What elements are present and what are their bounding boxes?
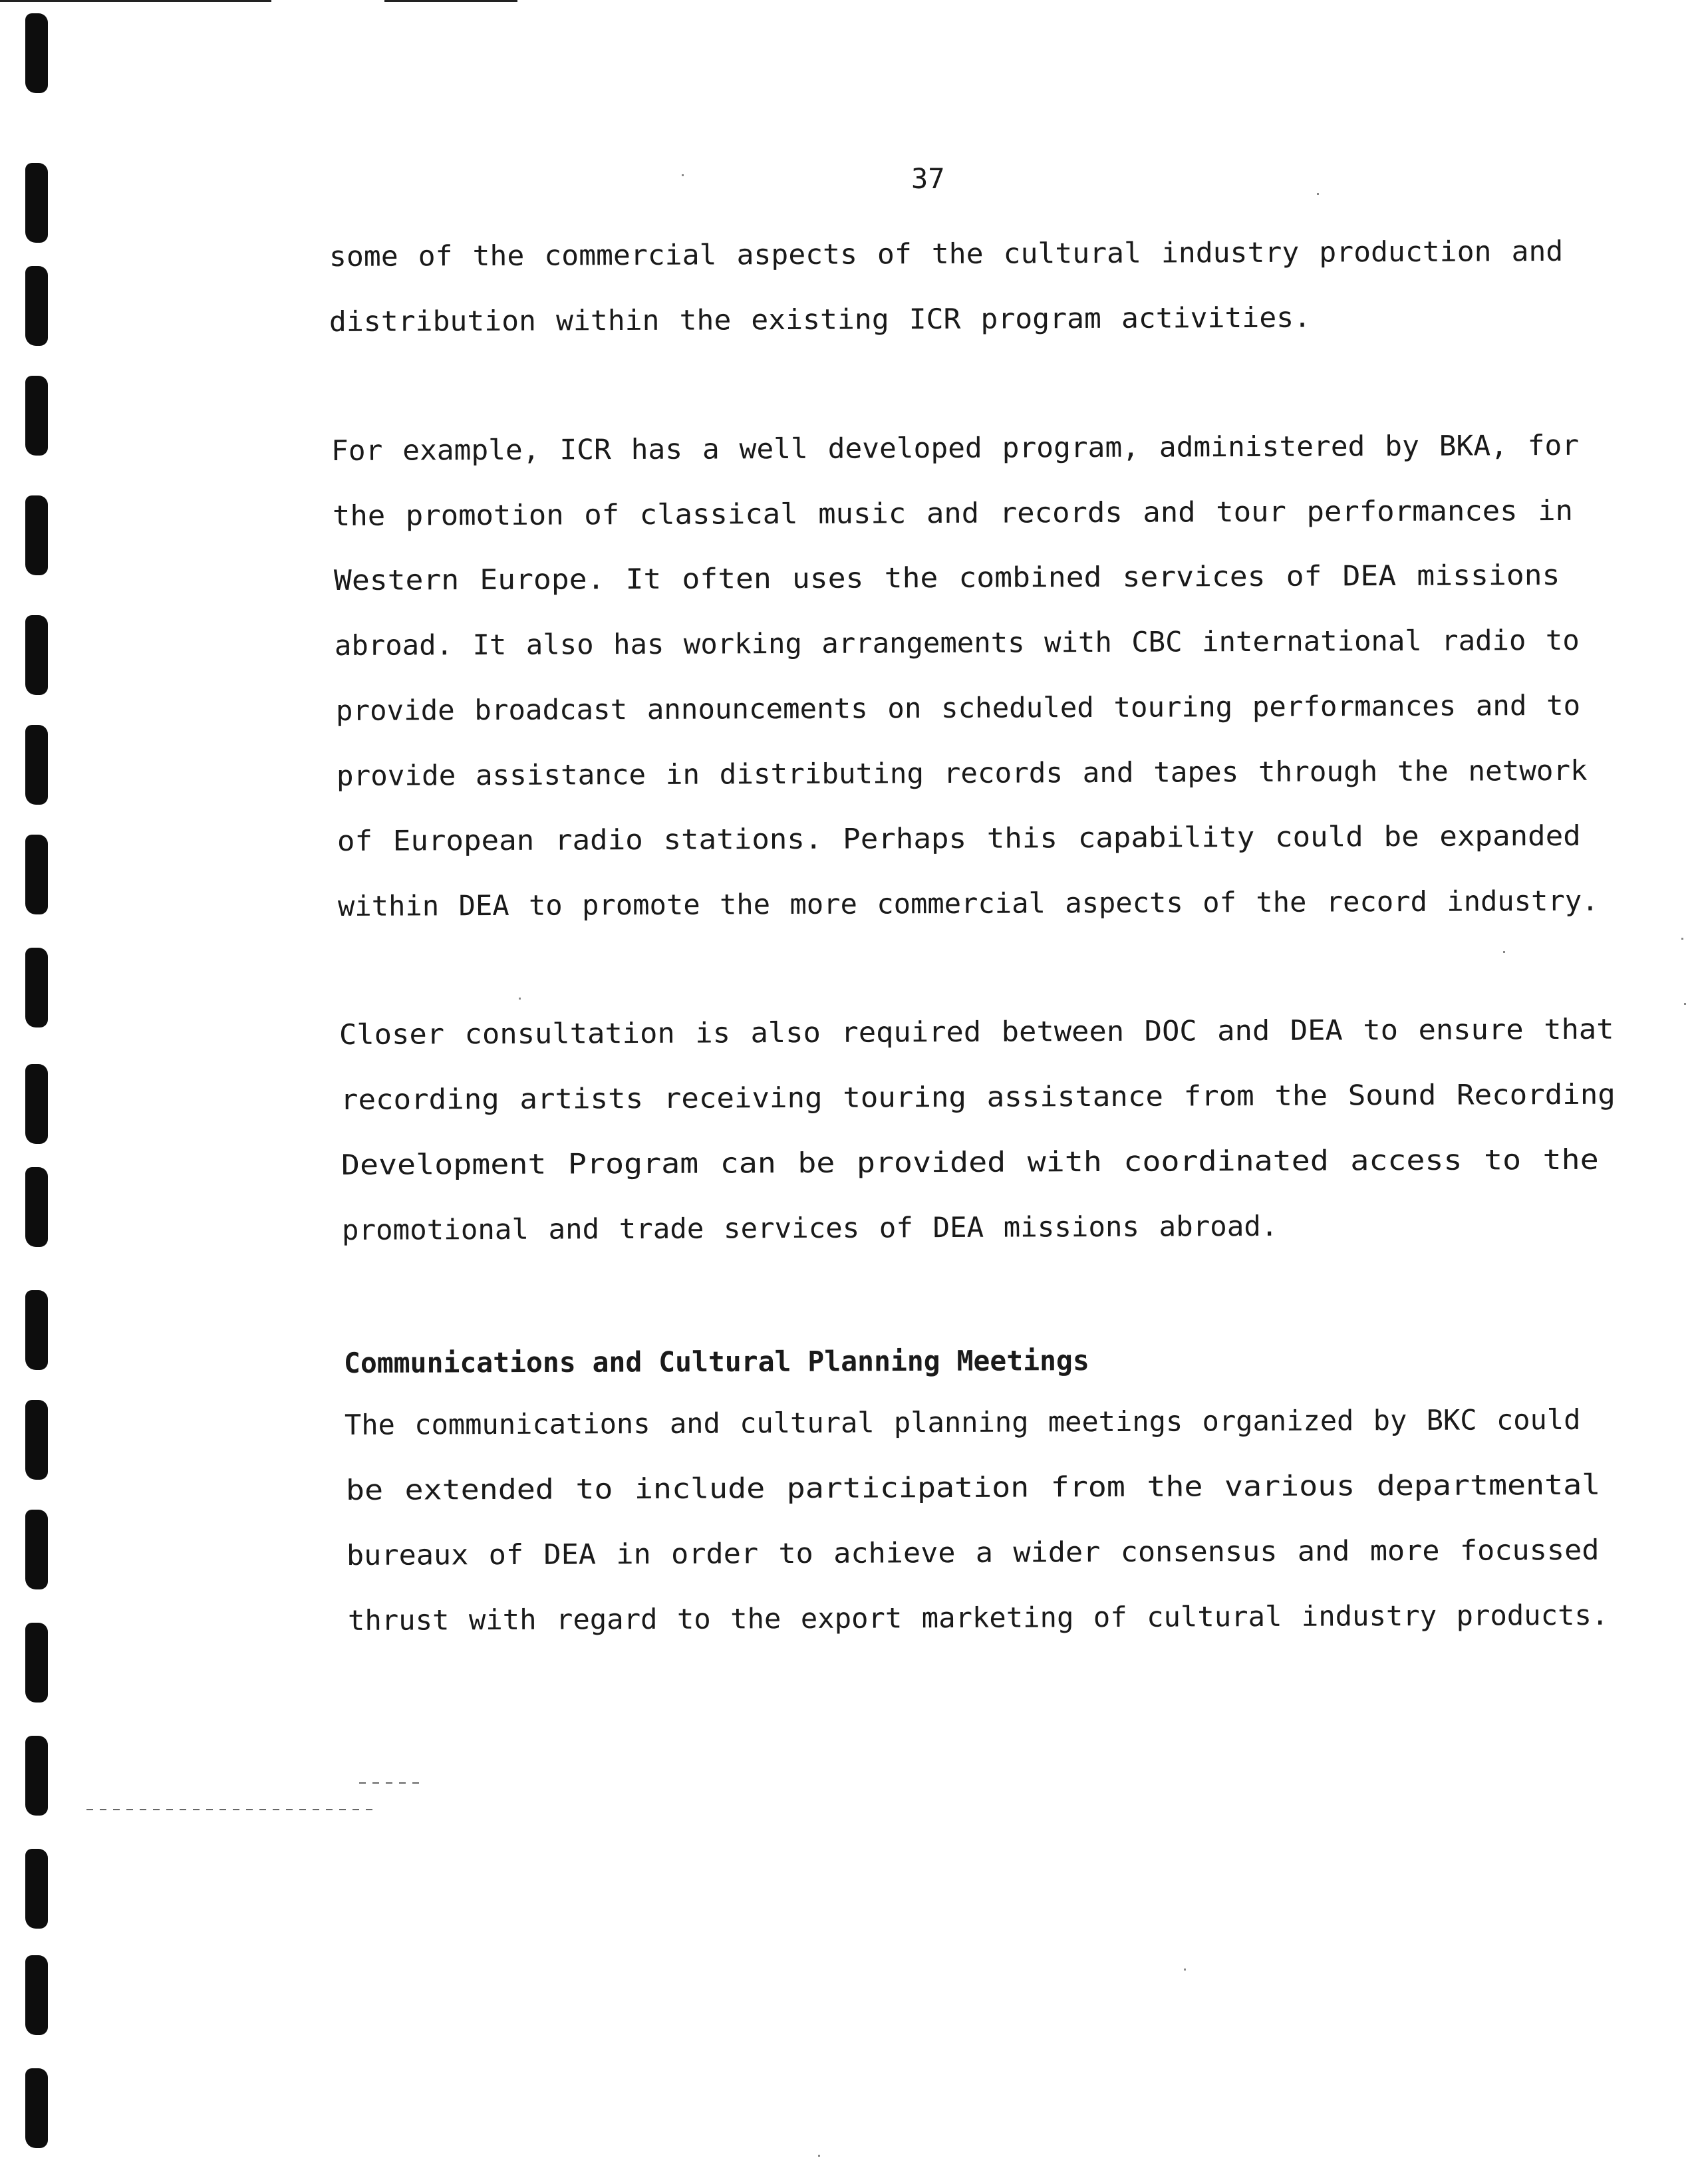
binding-hole xyxy=(25,1290,48,1370)
paragraph-1-line: distribution within the existing ICR program activities. xyxy=(329,301,1312,338)
section-line: be extended to include participation from the various departmental xyxy=(345,1468,1601,1506)
paragraph-1-line: some of the commercial aspects of the cultural industry production and xyxy=(329,234,1564,273)
binding-hole xyxy=(25,948,48,1027)
binding-hole xyxy=(25,1167,48,1247)
paragraph-2-line: abroad. It also has working arrangements with CBC international radio to xyxy=(334,623,1580,662)
section-heading: Communications and Cultural Planning Meetings xyxy=(343,1344,1089,1379)
binding-hole xyxy=(25,1400,48,1480)
binding-hole xyxy=(25,1955,48,2035)
binding-hole xyxy=(25,1623,48,1703)
binding-hole xyxy=(25,2068,48,2148)
binding-hole xyxy=(25,495,48,575)
binding-hole xyxy=(25,615,48,695)
scan-dash-marks xyxy=(86,1809,379,1810)
binding-hole xyxy=(25,266,48,346)
binding-hole xyxy=(25,725,48,805)
page-number: 37 xyxy=(911,162,945,195)
paragraph-3-line: promotional and trade services of DEA missions abroad. xyxy=(341,1209,1278,1246)
paragraph-2-line: the promotion of classical music and records and tour performances in xyxy=(332,493,1574,532)
scan-dash-marks xyxy=(359,1782,419,1784)
section-line: The communications and cultural planning meetings organized by BKC could xyxy=(344,1403,1581,1441)
binding-hole xyxy=(25,1849,48,1929)
scan-speck xyxy=(1681,938,1683,940)
paragraph-2-line: provide assistance in distributing records and tapes through the network xyxy=(336,753,1588,792)
scan-speck xyxy=(1503,951,1505,953)
binding-hole xyxy=(25,13,48,93)
binding-hole xyxy=(25,376,48,456)
paragraph-2-line: Western Europe. It often uses the combined services of DEA missions xyxy=(333,558,1560,597)
scan-speck xyxy=(1184,1969,1186,1971)
scan-speck xyxy=(1684,1003,1686,1005)
scan-speck xyxy=(682,174,684,176)
paragraph-3-line: Closer consultation is also required between DOC and DEA to ensure that xyxy=(339,1012,1614,1051)
scan-speck xyxy=(818,2155,820,2157)
section-line: bureaux of DEA in order to achieve a wider consensus and more focussed xyxy=(346,1533,1600,1571)
binding-holes-strip xyxy=(0,0,73,2184)
binding-hole xyxy=(25,163,48,243)
paragraph-2-line: provide broadcast announcements on scheduled touring performances and to xyxy=(335,688,1581,727)
paragraph-2-line: For example, ICR has a well developed program, administered by BKA, for xyxy=(331,428,1580,467)
binding-hole xyxy=(25,835,48,914)
section-line: thrust with regard to the export marketing of cultural industry products. xyxy=(347,1598,1609,1637)
paragraph-3-line: recording artists receiving touring assistance from the Sound Recording xyxy=(340,1077,1616,1116)
binding-hole xyxy=(25,1064,48,1144)
paragraph-2-line: within DEA to promote the more commercial aspects of the record industry. xyxy=(337,884,1599,922)
top-rule-right xyxy=(384,0,517,2)
scan-speck xyxy=(1317,193,1319,195)
paragraph-3-line: Development Program can be provided with coordinated access to the xyxy=(341,1143,1599,1181)
scan-speck xyxy=(519,998,521,1000)
binding-hole xyxy=(25,1736,48,1816)
binding-hole xyxy=(25,1510,48,1589)
paragraph-2-line: of European radio stations. Perhaps this capability could be expanded xyxy=(337,819,1581,857)
